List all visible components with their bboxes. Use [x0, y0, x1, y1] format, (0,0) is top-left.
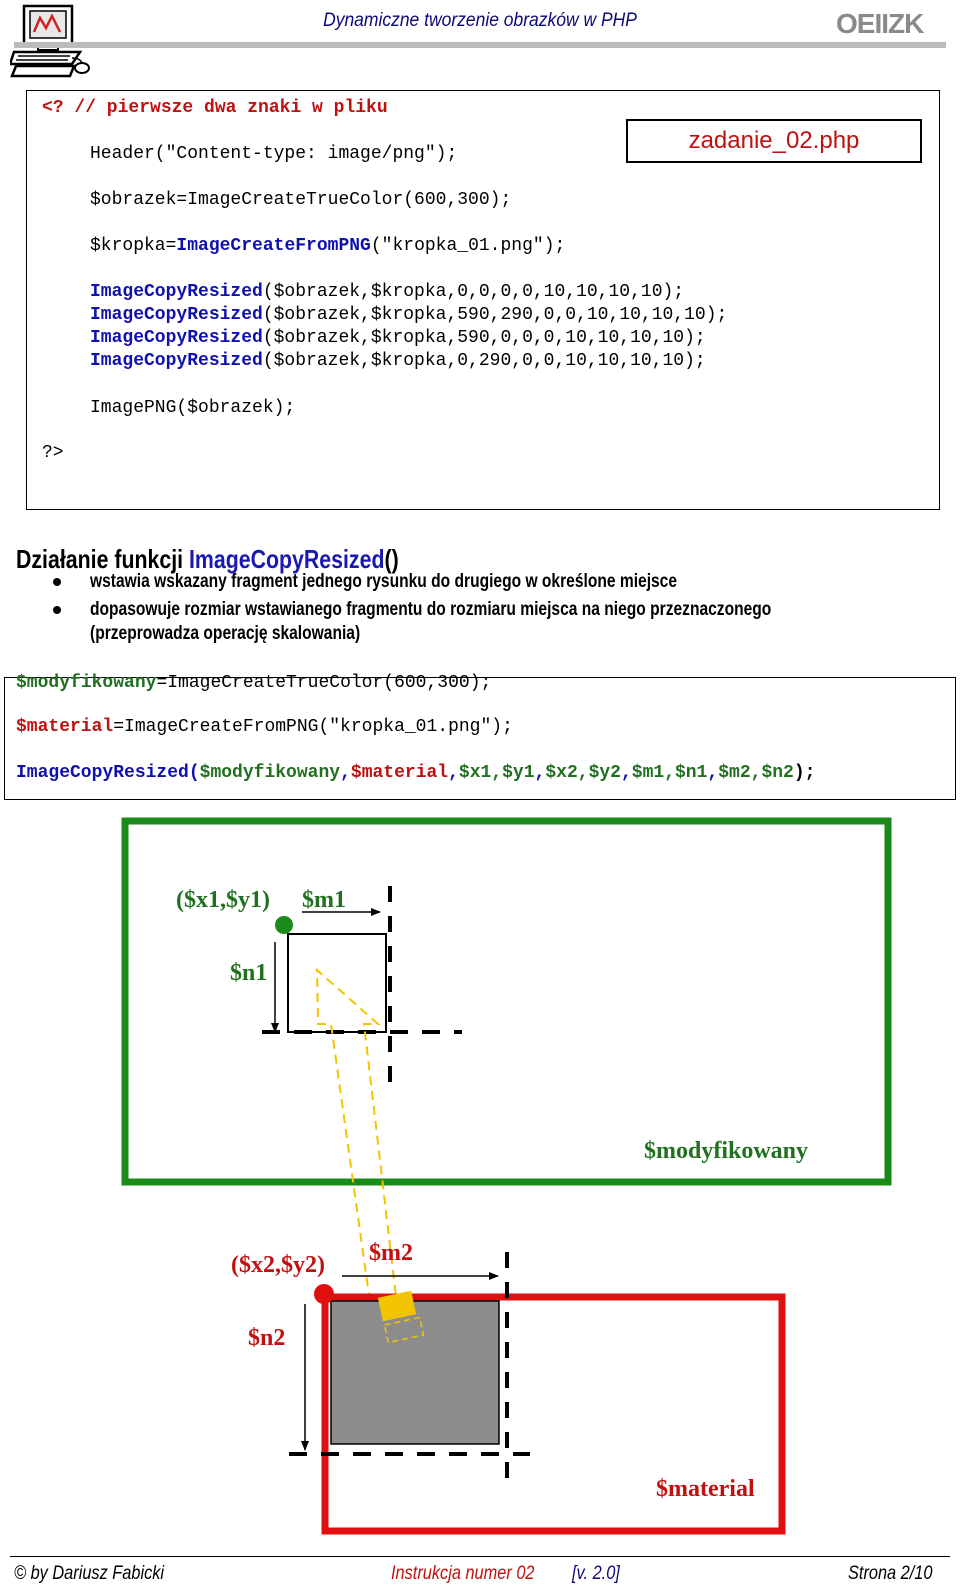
filename-label: zadanie_02.php [626, 119, 922, 163]
sig-comma: , [448, 763, 459, 783]
footer-instruction: Instrukcja numer 02 [391, 1563, 535, 1584]
label-n2: $n2 [248, 1325, 286, 1351]
code-resize-fn: ImageCopyResized [90, 305, 263, 325]
heading-prefix: Działanie funkcji [16, 544, 189, 574]
sig-p3: $x1,$y1 [458, 763, 535, 783]
footer-page: Strona 2/10 [848, 1563, 933, 1584]
code-line-resize-4 [90, 351, 706, 371]
sig-var-material: $material [16, 717, 114, 737]
sig-fn: ImageCopyResized( [16, 763, 200, 783]
label-m1: $m1 [302, 887, 346, 913]
footer-rule [10, 1556, 950, 1557]
footer-author: © by Dariusz Fabicki [14, 1563, 165, 1584]
label-modyfikowany: $modyfikowany [644, 1138, 809, 1164]
sig-var-modyfikowany: $modyfikowany [16, 673, 157, 693]
sig-p2: $material [350, 763, 449, 783]
code-resize-fn: ImageCopyResized [90, 351, 263, 371]
bullet-dot [53, 606, 61, 614]
sig-line-3 [16, 763, 815, 783]
label-material: $material [656, 1476, 755, 1502]
sig-end: ); [793, 763, 816, 783]
header-title: Dynamiczne tworzenie obrazków w PHP [323, 10, 637, 31]
destination-region [288, 934, 386, 1032]
sig-p6: $m2,$n2 [718, 763, 794, 783]
bullet-item-2: dopasowuje rozmiar wstawianego fragmentu do rozmiaru miejsca na niego przeznaczonego [90, 599, 772, 620]
source-region [331, 1301, 499, 1444]
heading-fn: ImageCopyResized [188, 544, 385, 574]
label-m2: $m2 [369, 1240, 413, 1266]
copy-resized-diagram [0, 810, 960, 1550]
sig-line-1 [16, 672, 491, 694]
sig-p5: $m1,$n1 [631, 763, 708, 783]
code-resize-args: ($obrazek,$kropka,0,0,0,0,10,10,10,10); [262, 282, 685, 302]
sig-p1: $modyfikowany [199, 763, 341, 783]
oeiizk-logo [836, 8, 936, 38]
code-line-resize-2 [90, 305, 727, 325]
destination-image-frame [125, 821, 888, 1182]
sig-comma: , [707, 763, 719, 783]
code-resize-args: ($obrazek,$kropka,590,290,0,0,10,10,10,10); [262, 305, 728, 325]
sig-comma: , [534, 763, 546, 783]
x2y2-point [314, 1284, 334, 1304]
code-kropka-args: ("kropka_01.png"); [370, 236, 566, 256]
code-kropka-var: $kropka= [90, 236, 177, 256]
bullet-item-2-continued: (przeprowadza operację skalowania) [90, 623, 361, 644]
sig-line-2 [16, 717, 513, 737]
code-line-obrazek: $obrazek=ImageCreateTrueColor(600,300); [90, 190, 512, 210]
sig-comma: , [620, 763, 632, 783]
code-resize-args: ($obrazek,$kropka,0,290,0,0,10,10,10,10); [262, 351, 706, 371]
sig-comma: , [340, 763, 351, 783]
bullet-item-1: wstawia wskazany fragment jednego rysunku do drugiego w określone miejsce [90, 571, 678, 592]
label-n1: $n1 [230, 960, 268, 986]
code-resize-fn: ImageCopyResized [90, 328, 263, 348]
label-x2y2: ($x2,$y2) [231, 1252, 325, 1278]
code-line-header: Header("Content-type: image/png"); [90, 144, 458, 164]
bullet-dot [53, 578, 61, 586]
code-line-resize-3 [90, 328, 706, 348]
sig-l1-rest: =ImageCreateTrueColor(600,300); [156, 673, 492, 693]
code-line-resize-1 [90, 282, 684, 302]
code-line-kropka [90, 236, 565, 256]
sig-p4: $x2,$y2 [545, 763, 621, 783]
x1y1-point [275, 916, 293, 934]
code-resize-args: ($obrazek,$kropka,590,0,0,0,10,10,10,10); [262, 328, 706, 348]
php-close-tag: ?> [42, 443, 64, 463]
copy-direction-arrow [317, 970, 400, 1331]
code-kropka-fn: ImageCreateFromPNG [176, 236, 371, 256]
oeiizk-logo-text: OEIIZK [836, 8, 924, 38]
php-open-tag: <? // pierwsze dwa znaki w pliku [42, 98, 388, 118]
code-line-png: ImagePNG($obrazek); [90, 398, 296, 418]
code-resize-fn: ImageCopyResized [90, 282, 263, 302]
sig-l2-rest: =ImageCreateFromPNG("kropka_01.png"); [113, 717, 513, 737]
footer-version: [v. 2.0] [572, 1563, 620, 1584]
label-x1y1: ($x1,$y1) [176, 887, 270, 913]
heading-suffix: () [384, 544, 399, 574]
header-rule [14, 42, 946, 48]
